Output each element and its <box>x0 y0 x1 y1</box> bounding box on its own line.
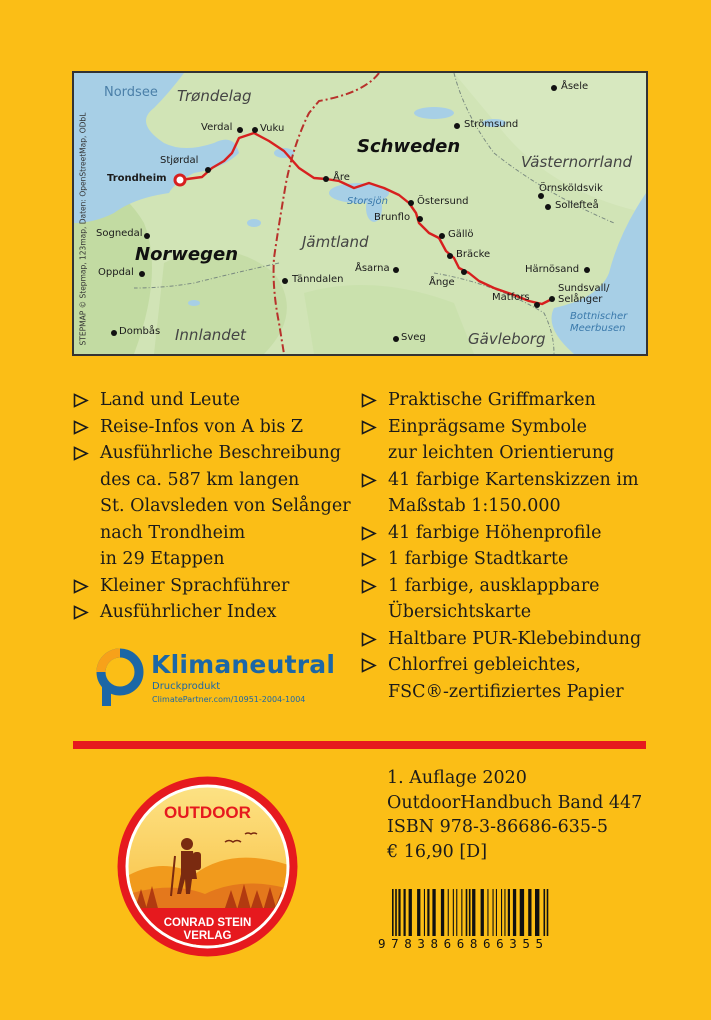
feature-left-item <box>73 414 363 441</box>
label-sweden: Schweden <box>357 136 461 157</box>
outdoor-seal-logo <box>115 774 300 959</box>
feature-left-text: in 29 Etappen <box>100 549 225 569</box>
feature-left-item <box>73 493 363 520</box>
triangle-bullet-icon <box>73 446 89 461</box>
place-gallo: Gällö <box>448 229 474 240</box>
triangle-bullet-icon <box>73 579 89 594</box>
place-trondheim: Trondheim <box>107 173 167 184</box>
feature-left-item <box>73 573 363 600</box>
price-line: € 16,90 [D] <box>387 841 488 862</box>
feature-list-right <box>361 387 681 705</box>
feature-left-text: Reise-Infos von A bis Z <box>100 416 304 437</box>
overview-map <box>72 71 648 356</box>
klimaneutral-url: ClimatePartner.com/10951-2004-1004 <box>152 695 306 704</box>
klimaneutral-subtitle: Druckprodukt <box>152 681 221 692</box>
place-ornskoldsvik: Örnsköldsvik <box>539 183 603 194</box>
place-stromsund: Strömsund <box>464 119 519 130</box>
triangle-bullet-icon <box>73 393 89 408</box>
feature-right-text: 1 farbige, ausklappbare <box>388 575 600 596</box>
label-storsjon: Storsjön <box>347 196 388 207</box>
feature-right-item <box>361 626 681 653</box>
climate-partner-icon <box>96 648 148 708</box>
isbn-barcode <box>378 875 640 965</box>
place-asele: Åsele <box>561 81 589 92</box>
place-ange: Ånge <box>429 277 455 288</box>
feature-right-text: 1 farbige Stadtkarte <box>388 549 569 569</box>
feature-left-text: des ca. 587 km langen <box>100 469 300 490</box>
triangle-bullet-icon <box>361 473 377 488</box>
feature-left-item <box>73 520 363 547</box>
triangle-bullet-icon <box>73 605 89 620</box>
triangle-bullet-icon <box>361 393 377 408</box>
place-stjordal: Stjørdal <box>160 155 199 166</box>
feature-left-item <box>73 440 363 467</box>
feature-list-left <box>73 387 363 626</box>
feature-right-text: Chlorfrei gebleichtes, <box>388 655 581 675</box>
label-bottnischer-2: Meerbusen <box>570 323 626 334</box>
map-credit: STEPMAP © Stepmap, 123map, Daten: OpenStreetMap, ODbL <box>78 112 88 346</box>
place-sundsvall: Sundsvall/ <box>558 283 610 294</box>
place-matfors: Matfors <box>492 292 530 303</box>
edition-info <box>387 766 642 864</box>
klimaneutral-title: Klimaneutral <box>151 650 336 679</box>
feature-right-item <box>361 387 681 414</box>
feature-right-item <box>361 467 681 494</box>
place-selanger: Selånger <box>558 294 603 305</box>
label-bottnischer-1: Bottnischer <box>570 311 628 322</box>
feature-right-text: 41 farbige Höhenprofile <box>388 522 602 543</box>
feature-left-text: St. Olavsleden von Selånger <box>100 496 351 516</box>
feature-right-text: Übersichtskarte <box>388 602 532 622</box>
feature-right-item <box>361 599 681 626</box>
seal-bottom-text-2: VERLAG <box>183 930 232 942</box>
edition-line: 1. Auflage 2020 <box>387 768 527 788</box>
label-gavleborg: Gävleborg <box>468 330 546 348</box>
triangle-bullet-icon <box>361 420 377 435</box>
feature-left-text: Land und Leute <box>100 390 241 410</box>
feature-left-item <box>73 387 363 414</box>
label-norway: Norwegen <box>135 244 239 265</box>
series-line: OutdoorHandbuch Band 447 <box>387 792 643 813</box>
feature-right-item <box>361 573 681 600</box>
feature-left-text: Ausführlicher Index <box>100 602 277 622</box>
feature-right-item <box>361 652 681 679</box>
triangle-bullet-icon <box>361 579 377 594</box>
feature-right-text: Einprägsame Symbole <box>388 416 587 437</box>
seal-bottom-text-1: CONRAD STEIN <box>163 917 252 929</box>
feature-left-item <box>73 599 363 626</box>
place-harnosand: Härnösand <box>525 264 580 275</box>
triangle-bullet-icon <box>361 526 377 541</box>
place-solleftea: Sollefteå <box>555 200 599 211</box>
triangle-bullet-icon <box>361 552 377 567</box>
feature-right-text: 41 farbige Kartenskizzen im <box>388 469 639 490</box>
place-asarna: Åsarna <box>355 263 390 274</box>
feature-left-item <box>73 546 363 573</box>
klimaneutral-logo <box>96 648 356 712</box>
feature-left-item <box>73 467 363 494</box>
barcode-digits: 9783866866355 <box>378 936 640 951</box>
triangle-bullet-icon <box>361 658 377 673</box>
place-bracke: Bräcke <box>456 249 491 260</box>
feature-left-text: nach Trondheim <box>100 522 246 543</box>
triangle-bullet-icon <box>73 420 89 435</box>
place-brunflo: Brunflo <box>374 212 411 223</box>
place-oppdal: Oppdal <box>98 267 134 278</box>
place-vuku: Vuku <box>260 123 285 134</box>
feature-right-item <box>361 679 681 706</box>
place-sveg: Sveg <box>401 332 426 343</box>
place-tanndalen: Tänndalen <box>292 274 344 285</box>
feature-right-text: Praktische Griffmarken <box>388 390 596 410</box>
label-nordsee: Nordsee <box>104 85 158 100</box>
place-sognedal: Sognedal <box>96 228 143 239</box>
feature-right-item <box>361 520 681 547</box>
seal-top-text: OUTDOOR <box>164 803 251 822</box>
triangle-bullet-icon <box>361 632 377 647</box>
feature-right-text: Maßstab 1:150.000 <box>388 496 561 516</box>
label-jamtland: Jämtland <box>302 233 369 251</box>
label-vasternorrland: Västernorrland <box>521 153 632 171</box>
feature-left-text: Ausführliche Beschreibung <box>100 443 341 463</box>
feature-right-item <box>361 546 681 573</box>
feature-right-item <box>361 493 681 520</box>
place-verdal: Verdal <box>201 122 233 133</box>
place-are: Åre <box>333 172 350 183</box>
label-innlandet: Innlandet <box>175 326 246 344</box>
feature-right-item <box>361 440 681 467</box>
place-dombas: Dombås <box>119 326 161 337</box>
feature-right-text: Haltbare PUR-Klebebindung <box>388 628 642 649</box>
feature-right-item <box>361 414 681 441</box>
place-ostersund: Östersund <box>417 196 469 207</box>
feature-right-text: FSC®-zertifiziertes Papier <box>388 681 624 702</box>
feature-left-text: Kleiner Sprachführer <box>100 575 290 596</box>
label-trondelag: Trøndelag <box>177 87 252 105</box>
divider-bar <box>73 741 646 749</box>
isbn-line: ISBN 978-3-86686-635-5 <box>387 817 609 837</box>
feature-right-text: zur leichten Orientierung <box>388 443 615 463</box>
